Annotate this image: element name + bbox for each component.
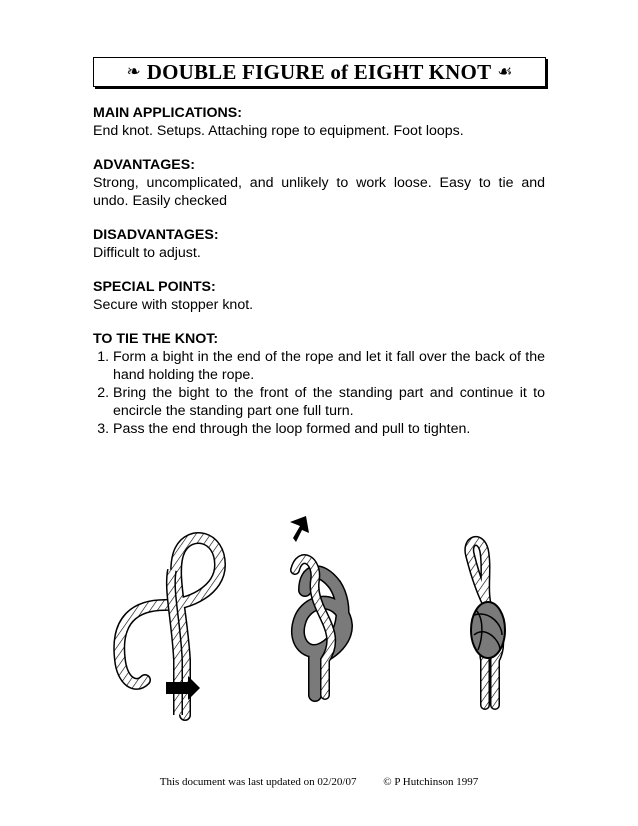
document-body [93, 104, 545, 454]
steps-list [93, 348, 545, 438]
arrow-up-icon [290, 516, 309, 542]
footer-copyright: © P Hutchinson 1997 [383, 776, 479, 788]
section-heading: DISADVANTAGES: [93, 227, 219, 243]
list-item: 3. Pass the end through the loop formed and pull to tighten. [113, 420, 545, 438]
title-box [93, 57, 546, 87]
section-heading: ADVANTAGES: [93, 157, 195, 173]
list-item: 1. Form a bight in the end of the rope and let it fall over the back of the hand holding the rope. [113, 348, 545, 384]
figure-eight-knot-icon [295, 559, 346, 695]
section-text: Difficult to adjust. [93, 245, 201, 261]
left-ornament-icon: ❧ [126, 62, 141, 82]
right-ornament-icon: ☙ [497, 62, 513, 82]
section-disadvantages [93, 226, 545, 262]
footer [0, 776, 638, 788]
section-text: End knot. Setups. Attaching rope to equipment. Foot loops. [93, 123, 464, 139]
section-text: Strong, uncomplicated, and unlikely to work loose. Easy to tie and undo. Easily checked [93, 175, 545, 209]
section-heading: MAIN APPLICATIONS: [93, 105, 242, 121]
section-main-applications [93, 104, 545, 140]
list-item: 2. Bring the bight to the front of the standing part and continue it to encircle the standing part one full turn. [113, 384, 545, 420]
footer-updated: This document was last updated on 02/20/07 [159, 776, 357, 788]
finished-knot-icon [469, 541, 505, 705]
section-special-points [93, 278, 545, 314]
section-to-tie [93, 330, 545, 438]
page-title: DOUBLE FIGURE of EIGHT KNOT [146, 59, 492, 84]
section-advantages [93, 156, 545, 210]
section-heading: SPECIAL POINTS: [93, 279, 216, 295]
knot-illustrations [110, 510, 550, 725]
section-heading: TO TIE THE KNOT: [93, 331, 219, 347]
section-text: Secure with stopper knot. [93, 297, 254, 313]
